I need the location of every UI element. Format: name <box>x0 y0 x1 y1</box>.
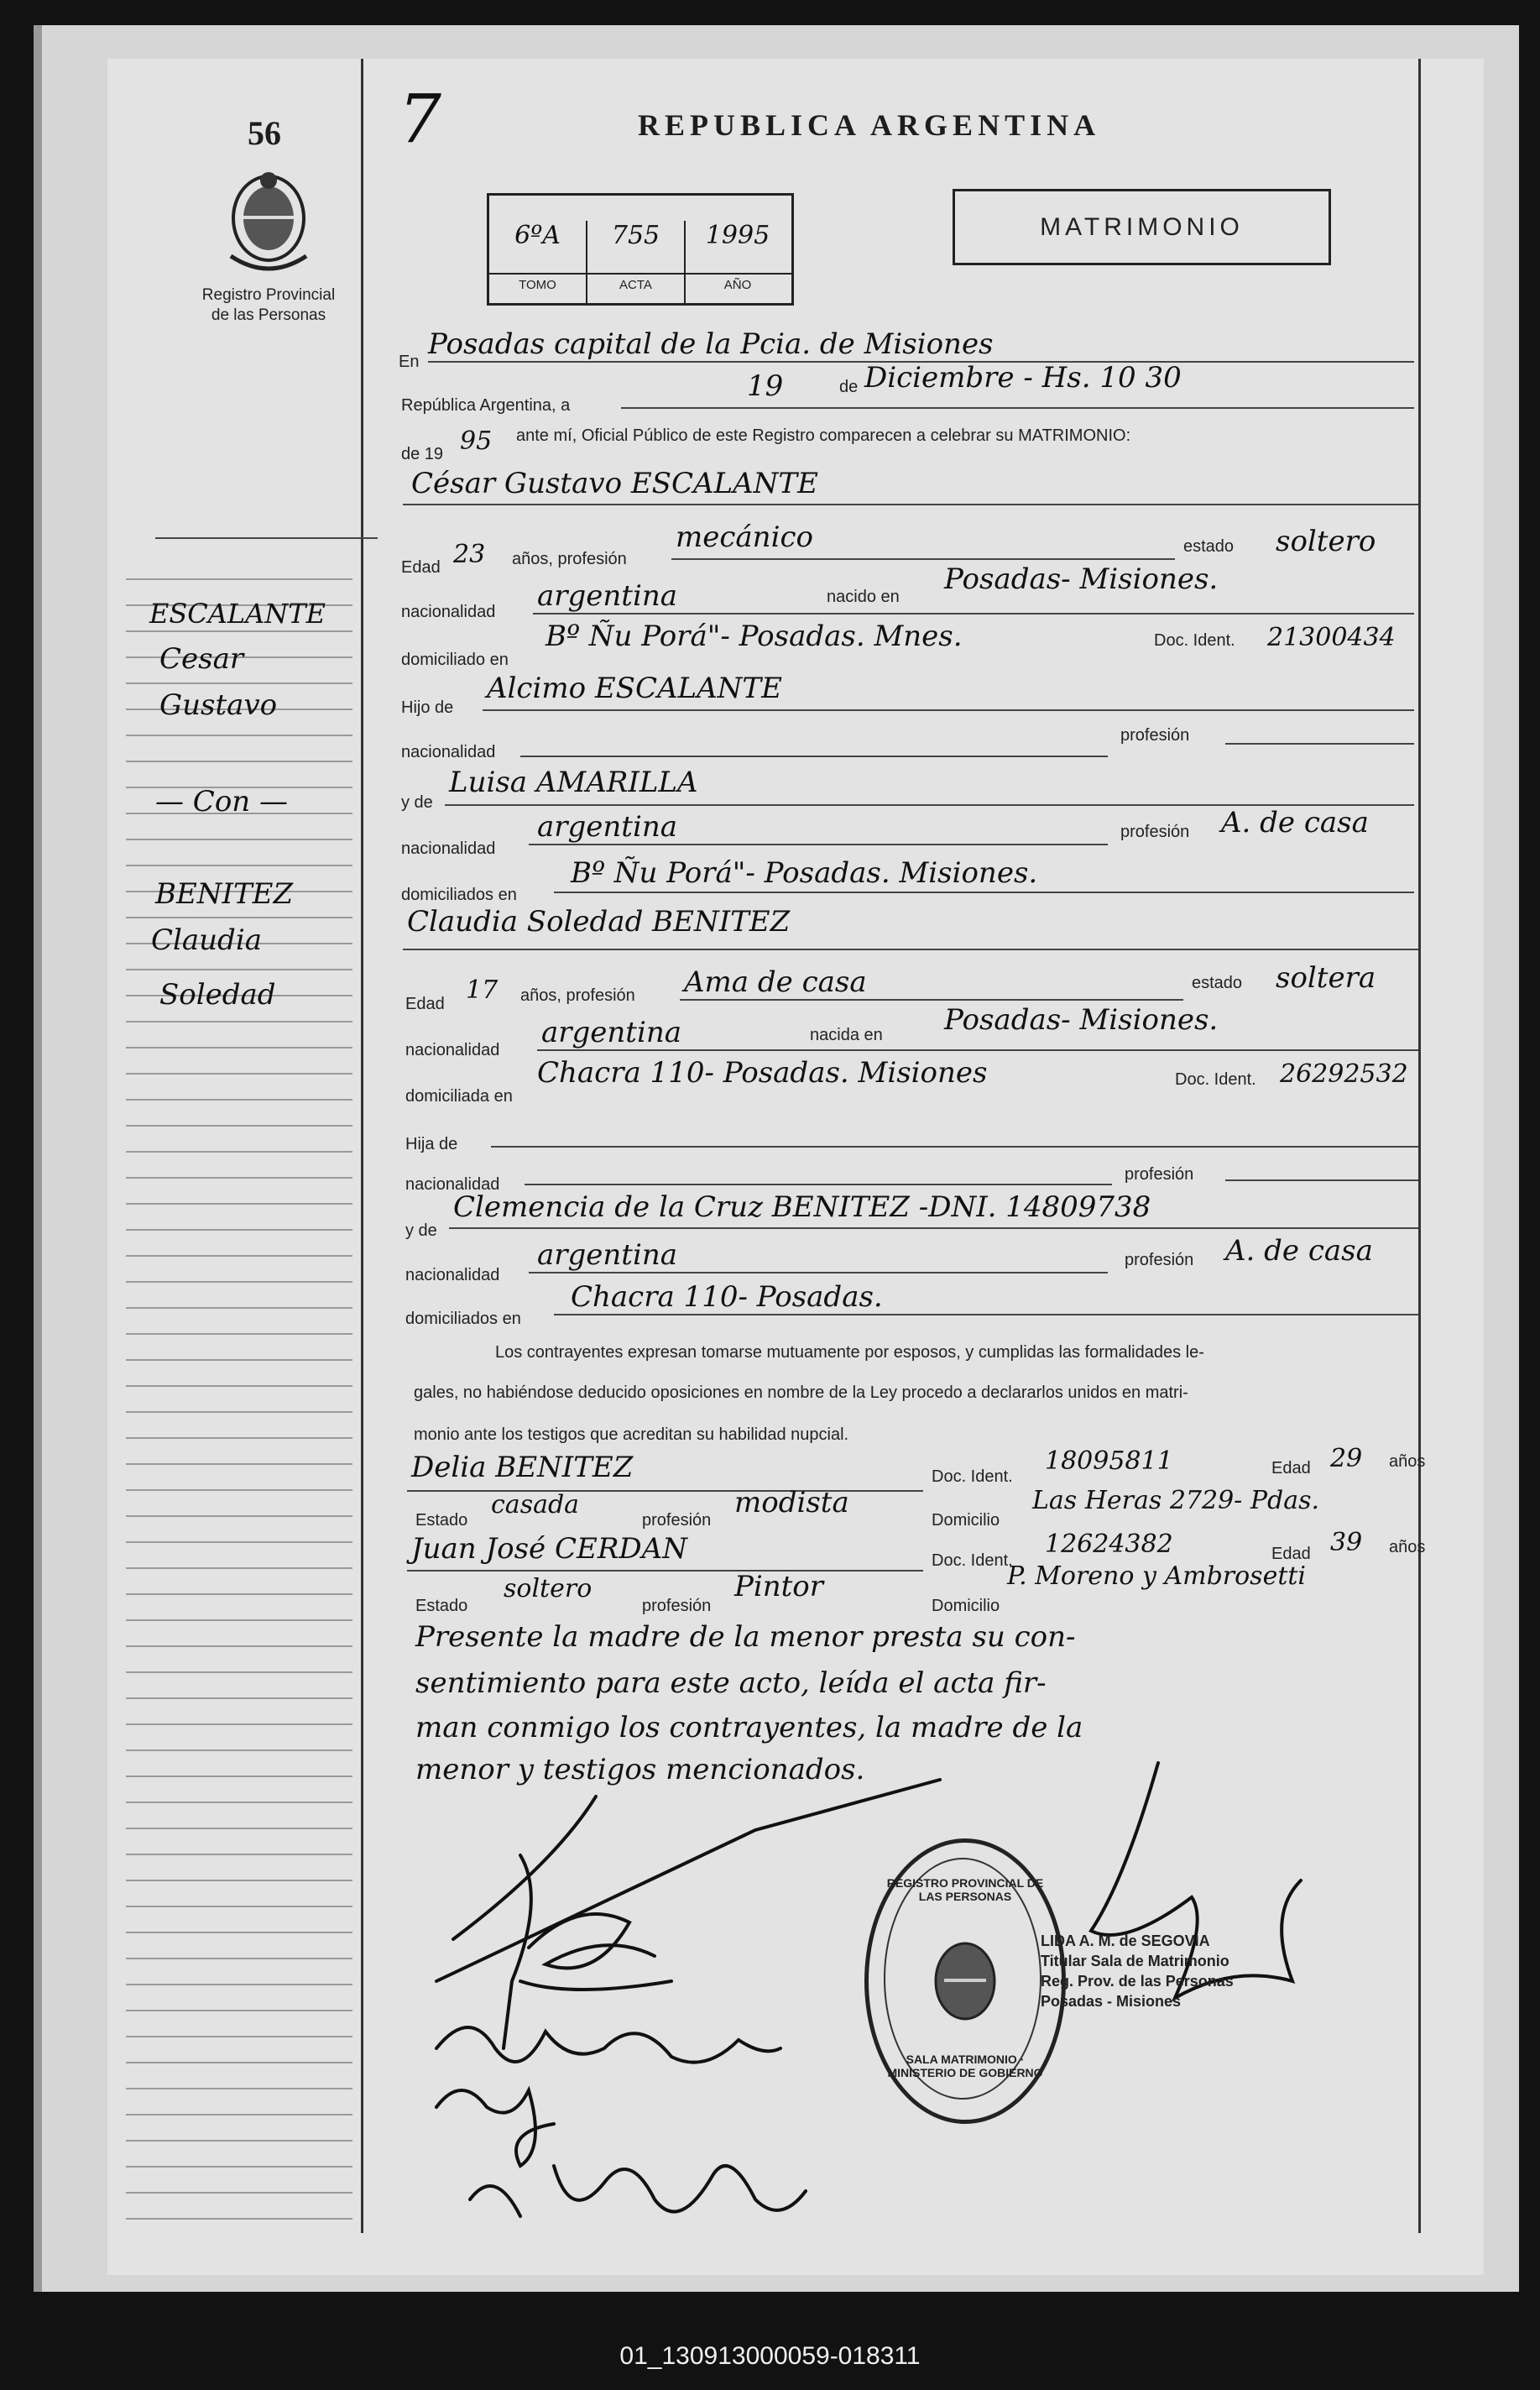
notes-line3: man conmigo los contrayentes, la madre de la <box>415 1711 1083 1744</box>
signature-mother <box>436 2027 780 2063</box>
witness1-doc-label: Doc. Ident. <box>932 1467 1013 1486</box>
declaration-line1: Los contrayentes expresan tomarse mutuamente por esposos, y cumplidas las formalidades le- <box>495 1343 1204 1362</box>
bride-nacida-label: nacida en <box>810 1026 883 1044</box>
groom-mother-nac-label: nacionalidad <box>401 839 496 858</box>
witness2-name: Juan José CERDAN <box>411 1532 687 1566</box>
bride-nacionalidad: argentina <box>541 1016 682 1049</box>
groom-father: Alcimo ESCALANTE <box>487 672 782 705</box>
bride-parents-dom-label: domiciliados en <box>405 1310 521 1328</box>
margin-groom-name1: Cesar <box>159 642 244 676</box>
coat-of-arms-icon <box>222 164 315 273</box>
witness2-estado-label: Estado <box>415 1597 468 1615</box>
groom-hijo-label: Hijo de <box>401 698 454 717</box>
groom-father-prof-label: profesión <box>1120 726 1190 745</box>
notes-line2: sentimiento para este acto, leída el acta fir- <box>415 1666 1047 1700</box>
witness1-name: Delia BENITEZ <box>411 1451 634 1484</box>
witness2-profesion: Pintor <box>734 1570 824 1603</box>
bride-edad-label: Edad <box>405 995 445 1013</box>
bride-edad: 17 <box>466 975 499 1005</box>
month-time-value: Diciembre - Hs. 10 30 <box>864 361 1182 395</box>
groom-estado: soltero <box>1276 525 1376 558</box>
groom-mother: Luisa AMARILLA <box>449 766 698 799</box>
groom-edad: 23 <box>453 540 486 569</box>
bride-hija-label: Hija de <box>405 1135 458 1153</box>
act-type-box <box>953 189 1331 265</box>
signature-witness2 <box>470 2166 806 2216</box>
witness2-edad: 39 <box>1330 1528 1363 1557</box>
signature-groom <box>436 1780 940 2048</box>
bride-mother-nac-label: nacionalidad <box>405 1266 500 1284</box>
bride-nacida-en: Posadas- Misiones. <box>944 1003 1219 1037</box>
bride-prof-label: años, profesión <box>520 986 635 1005</box>
registry-line1: Registro Provincial <box>201 286 336 304</box>
bride-estado: soltera <box>1276 961 1376 995</box>
official-line2: Titular Sala de Matrimonio <box>1041 1953 1229 1969</box>
witness1-domicilio: Las Heras 2729- Pdas. <box>1032 1486 1320 1515</box>
witness1-dom-label: Domicilio <box>932 1511 1000 1530</box>
groom-nacido-label: nacido en <box>827 588 900 606</box>
witness2-doc: 12624382 <box>1045 1530 1173 1559</box>
groom-nacionalidad: argentina <box>537 579 678 613</box>
bride-yde-label: y de <box>405 1221 437 1240</box>
groom-estado-label: estado <box>1183 537 1235 556</box>
groom-parents-dom: Bº Ñu Porá"- Posadas. Misiones. <box>571 856 1038 890</box>
margin-bride-name2: Soledad <box>159 978 276 1012</box>
groom-doc-label: Doc. Ident. <box>1154 631 1235 650</box>
groom-dom-label: domiciliado en <box>401 651 509 669</box>
groom-mother-prof: A. de casa <box>1221 806 1369 839</box>
groom-yde-label: y de <box>401 793 433 812</box>
groom-domicilio: Bº Ñu Porá"- Posadas. Mnes. <box>546 620 963 653</box>
margin-bride-name1: Claudia <box>151 923 262 957</box>
margin-groom-surname: ESCALANTE <box>149 598 326 630</box>
year-suffix: 95 <box>460 426 493 456</box>
act-type: MATRIMONIO <box>1040 213 1244 241</box>
registry-seal <box>864 1838 1066 2124</box>
groom-father-nac-label: nacionalidad <box>401 743 496 761</box>
groom-profesion: mecánico <box>676 520 813 554</box>
witness2-prof-label: profesión <box>642 1597 712 1615</box>
day-value: 19 <box>747 369 784 403</box>
tomo-value: 6ºA <box>514 221 561 250</box>
bride-mother-nac: argentina <box>537 1238 678 1272</box>
signature-witness1 <box>436 2090 554 2166</box>
acta-label: ACTA <box>619 278 652 292</box>
groom-mother-prof-label: profesión <box>1120 823 1190 841</box>
groom-mother-nac: argentina <box>537 810 678 844</box>
acta-value: 755 <box>611 221 660 250</box>
groom-edad-label: Edad <box>401 558 441 577</box>
country-title: REPUBLICA ARGENTINA <box>638 108 1101 142</box>
witness2-anos-label: años <box>1389 1538 1426 1556</box>
witness2-edad-label: Edad <box>1271 1545 1311 1563</box>
witness1-doc: 18095811 <box>1045 1446 1173 1476</box>
registry-name <box>180 285 357 326</box>
margin-groom-name2: Gustavo <box>159 688 278 722</box>
ano-label: AÑO <box>723 278 752 292</box>
republica-label: República Argentina, a <box>401 396 571 415</box>
signature-bride <box>520 1914 671 1990</box>
official-line3: Reg. Prov. de las Personas <box>1041 1973 1234 1990</box>
bride-doc: 26292532 <box>1280 1059 1408 1089</box>
bride-father-prof-label: profesión <box>1125 1165 1194 1184</box>
groom-name: César Gustavo ESCALANTE <box>411 467 818 500</box>
witness2-doc-label: Doc. Ident. <box>932 1551 1013 1570</box>
witness1-edad: 29 <box>1330 1444 1363 1473</box>
page-number: 56 <box>248 114 281 152</box>
ano-value: 1995 <box>705 221 770 250</box>
declaration-line3: monio ante los testigos que acreditan su habilidad nupcial. <box>414 1425 849 1444</box>
bride-estado-label: estado <box>1192 974 1243 992</box>
intro-text: ante mí, Oficial Público de este Registro comparecen a celebrar su MATRIMONIO: <box>516 426 1131 445</box>
witness1-estado-label: Estado <box>415 1511 468 1530</box>
bride-doc-label: Doc. Ident. <box>1175 1070 1256 1089</box>
seal-ring-bottom: SALA MATRIMONIO · MINISTERIO DE GOBIERNO <box>887 2053 1043 2079</box>
seal-ring-top: REGISTRO PROVINCIAL DE LAS PERSONAS <box>886 1876 1044 1903</box>
notes-line4: menor y testigos mencionados. <box>415 1753 865 1786</box>
bride-nac-label: nacionalidad <box>405 1041 500 1059</box>
groom-prof-label: años, profesión <box>512 550 627 568</box>
witness2-dom-label: Domicilio <box>932 1597 1000 1615</box>
groom-doc: 21300434 <box>1267 623 1396 652</box>
registry-line2: de las Personas <box>211 306 326 324</box>
witness2-estado: soltero <box>504 1574 593 1603</box>
witness1-prof-label: profesión <box>642 1511 712 1530</box>
notes-line1: Presente la madre de la menor presta su con- <box>415 1620 1076 1654</box>
bride-father-nac-label: nacionalidad <box>405 1175 500 1194</box>
bride-dom-label: domiciliada en <box>405 1087 513 1106</box>
tomo-label: TOMO <box>519 278 556 292</box>
witness2-domicilio: P. Moreno y Ambrosetti <box>1007 1561 1307 1591</box>
margin-con: — Con — <box>155 785 288 818</box>
seal-emblem-icon <box>927 1935 1003 2027</box>
official-line4: Posadas - Misiones <box>1041 1993 1182 2010</box>
tomo-acta-box <box>487 193 794 306</box>
en-label: En <box>399 353 420 371</box>
bride-domicilio: Chacra 110- Posadas. Misiones <box>537 1056 988 1090</box>
place-value: Posadas capital de la Pcia. de Misiones <box>428 327 994 361</box>
official-line1: LIDA A. M. de SEGOVIA <box>1041 1932 1210 1949</box>
bride-parents-dom: Chacra 110- Posadas. <box>571 1280 883 1314</box>
margin-rule-left <box>361 59 363 2233</box>
de-label: de <box>839 378 859 396</box>
witness1-edad-label: Edad <box>1271 1459 1311 1477</box>
groom-nac-label: nacionalidad <box>401 603 496 621</box>
groom-nacido-en: Posadas- Misiones. <box>944 562 1219 596</box>
witness1-profesion: modista <box>734 1486 849 1519</box>
declaration-line2: gales, no habiéndose deducido oposiciones en nombre de la Ley procedo a declararlos unidos en matri- <box>414 1383 1188 1402</box>
witness1-estado: casada <box>491 1490 580 1519</box>
corner-mark: 7 <box>399 80 441 158</box>
bride-name: Claudia Soledad BENITEZ <box>407 905 791 939</box>
groom-parents-dom-label: domiciliados en <box>401 886 517 904</box>
year-prefix: de 19 <box>401 445 444 463</box>
margin-bride-surname: BENITEZ <box>155 877 294 911</box>
bride-mother-prof: A. de casa <box>1225 1234 1373 1268</box>
bride-mother: Clemencia de la Cruz BENITEZ -DNI. 14809738 <box>453 1190 1151 1224</box>
bride-mother-prof-label: profesión <box>1125 1251 1194 1269</box>
image-id-footer: 01_130913000059-018311 <box>619 2342 921 2370</box>
bride-profesion: Ama de casa <box>684 965 867 999</box>
official-stamp <box>1041 1931 1234 2011</box>
witness1-anos-label: años <box>1389 1452 1426 1471</box>
